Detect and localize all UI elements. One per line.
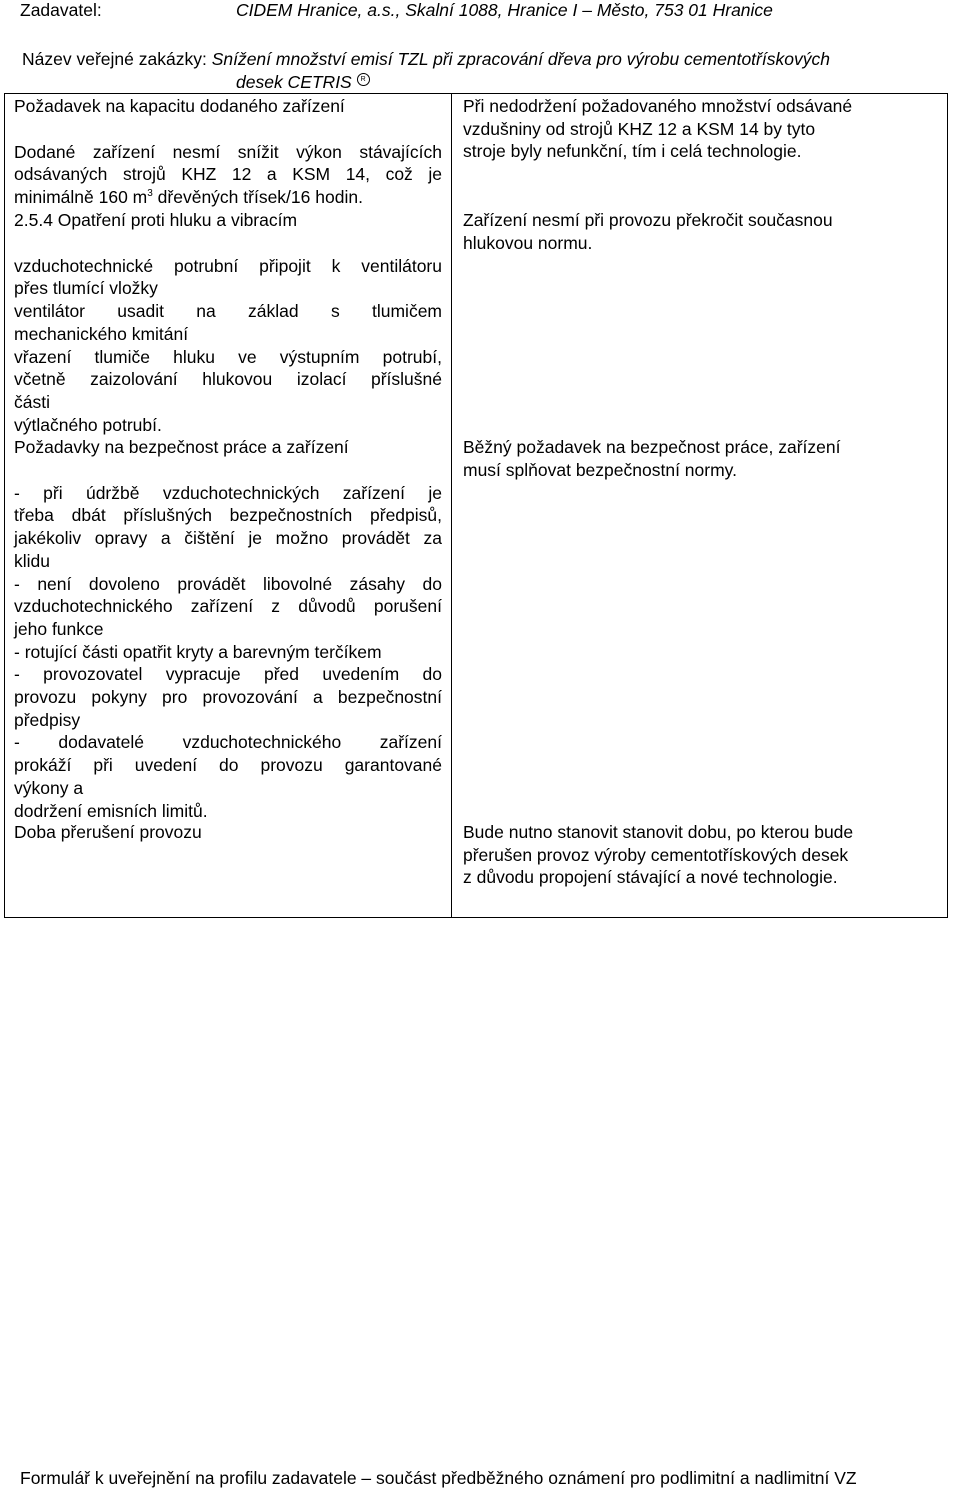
zakazka-value-line2-wrap — [236, 72, 370, 93]
row2-left-line: vřazení tlumiče hluku ve výstupním potrubí, — [14, 346, 442, 367]
row1-right-line1: Při nedodržení požadovaného množství odsávané — [463, 96, 853, 116]
row3-left-line: vzduchotechnického zařízení z důvodů porušení — [14, 596, 442, 617]
row3-right-line1: Běžný požadavek na bezpečnost práce, zařízení — [463, 437, 841, 457]
row3-left-line: - rotující části opatřit kryty a barevným terčíkem — [14, 641, 382, 662]
row1-left-title: Požadavek na kapacitu dodaného zařízení — [14, 96, 345, 116]
zadavatel-label: Zadavatel: — [20, 0, 102, 20]
row1-left-line2: odsávaných strojů KHZ 12 a KSM 14, což je — [14, 164, 442, 185]
row2-left-line: mechanického kmitání — [14, 323, 189, 344]
row1-left — [14, 95, 442, 209]
row1-left-line1: Dodané zařízení nesmí snížit výkon stávajících — [14, 141, 442, 162]
row2-right-line2: hlukovou normu. — [463, 232, 593, 253]
row1-right-line2: vzdušniny od strojů KHZ 12 a KSM 14 by tyto — [463, 118, 816, 139]
row4-left — [14, 821, 442, 844]
zakazka-value-line1: Snížení množství emisí TZL při zpracování dřeva pro výrobu cementotřískových — [211, 49, 830, 69]
row3-left-line: jakékoliv opravy a čištění je možno provádět za — [14, 528, 442, 549]
row1-right — [463, 95, 933, 163]
row1-left-line3-b: dřevěných třísek/16 hodin. — [152, 187, 363, 208]
row3-right-line2: musí splňovat bezpečnostní normy. — [463, 459, 737, 480]
row2-left-title: 2.5.4 Opatření proti hluku a vibracím — [14, 210, 298, 230]
row4-right-line1: Bude nutno stanovit stanovit dobu, po kterou bude — [463, 822, 854, 842]
row3-left-line: výkony a — [14, 777, 84, 798]
row3-left-line: - dodavatelé vzduchotechnického zařízení — [14, 732, 442, 753]
row2-left-line: výtlačného potrubí. — [14, 414, 162, 435]
row3-left-line: předpisy — [14, 709, 81, 730]
row1-left-line3 — [14, 186, 442, 209]
row2-left-line: včetně zaizolování hlukovou izolací příslušné — [14, 369, 442, 390]
row3-right — [463, 436, 933, 481]
row4-right-line2: přerušen provoz výroby cementotřískových desek — [463, 844, 849, 865]
row1-left-line3-sup: 3 — [147, 188, 153, 200]
row3-left-line: jeho funkce — [14, 618, 104, 639]
row3-left-line: klidu — [14, 550, 50, 571]
row3-left-line: provozu pokyny pro provozování a bezpečnostní — [14, 687, 442, 708]
zakazka-header — [22, 49, 830, 70]
registered-mark-icon: R — [357, 73, 370, 86]
row3-left — [14, 436, 442, 822]
row2-left-line: ventilátor usadit na základ s tlumičem — [14, 301, 442, 322]
row3-left-line: prokáží při uvedení do provozu garantované — [14, 755, 442, 776]
row3-left-title: Požadavky na bezpečnost práce a zařízení — [14, 437, 349, 457]
row4-right — [463, 821, 933, 889]
row1-left-line3-a: minimálně 160 m — [14, 187, 148, 208]
row2-left-line: vzduchotechnické potrubní připojit k ventilátoru — [14, 255, 442, 276]
row4-right-line3: z důvodu propojení stávající a nové technologie. — [463, 867, 838, 888]
row3-left-line: dodržení emisních limitů. — [14, 800, 208, 821]
row3-left-line: - není dovoleno provádět libovolné zásahy do — [14, 573, 442, 594]
row3-left-line: třeba dbát příslušných bezpečnostních předpisů, — [14, 505, 442, 526]
zadavatel-value: CIDEM Hranice, a.s., Skalní 1088, Hranice I – Město, 753 01 Hranice — [236, 0, 773, 20]
row2-left — [14, 209, 442, 436]
zakazka-value-line2: desek CETRIS — [236, 72, 352, 92]
row2-left-line: přes tlumící vložky — [14, 278, 158, 299]
row2-left-line: části — [14, 391, 50, 412]
row2-right — [463, 209, 933, 254]
row3-left-line: - při údržbě vzduchotechnických zařízení je — [14, 482, 442, 503]
row2-right-line1: Zařízení nesmí při provozu překročit současnou — [463, 210, 833, 230]
zakazka-label: Název veřejné zakázky: — [22, 49, 207, 69]
page-footer: Formulář k uveřejnění na profilu zadavatele – součást předběžného oznámení pro podlimitní a nadlimitní VZ — [20, 1468, 857, 1488]
row3-left-line: - provozovatel vypracuje před uvedením do — [14, 664, 442, 685]
row4-left-title: Doba přerušení provozu — [14, 822, 202, 842]
row1-right-line3: stroje byly nefunkční, tím i celá technologie. — [463, 141, 802, 162]
